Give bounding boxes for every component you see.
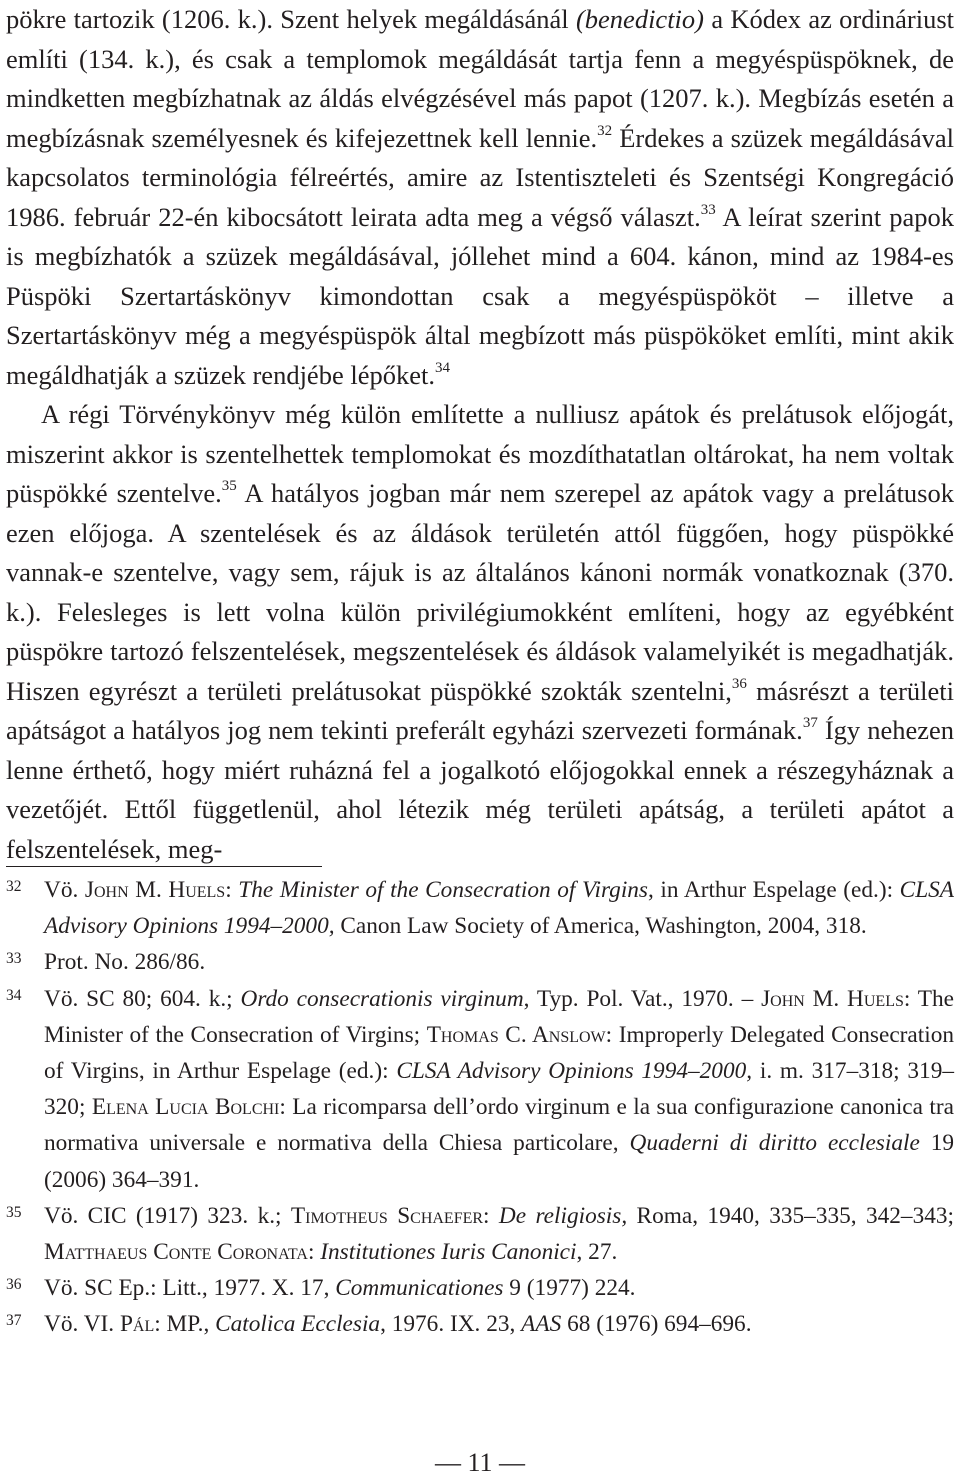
- footnote-ref: 37: [802, 715, 818, 732]
- work-title: CLSA Advisory Opinions 1994–2000,: [396, 1058, 753, 1085]
- text-run: Canon Law Society of America, Washington, 2004, 318.: [334, 913, 867, 940]
- paragraph-1: [6, 0, 954, 395]
- text-run: pökre tartozik (1206. k.). Szent helyek megáldásánál: [6, 4, 576, 34]
- footnote-36: [6, 1270, 954, 1306]
- text-run: 68 (1976) 694–696.: [561, 1311, 752, 1338]
- text-run: Vö.: [44, 877, 85, 903]
- text-run: i. m. 317–318; 319–320;: [44, 1058, 954, 1121]
- footnote-ref: 33: [700, 201, 716, 218]
- author-name: Pál: [119, 1311, 155, 1338]
- footnote-separator: [6, 866, 322, 867]
- main-text: [6, 0, 954, 869]
- text-run: Vö. VI.: [44, 1311, 120, 1338]
- text-run: Érdekes a szüzek megáldásával kapcsolatos terminológia félreértés, amire az Istentiszteleti és Szentségi Kongregáció 1986. február 22-én kibocsátott leirata adta meg a végső választ.: [6, 122, 954, 232]
- footnote-ref: 32: [597, 122, 613, 139]
- text-run: Így nehezen lenne érthető, hogy miért ruházná fel a jogalkotó előjogokkal ennek a részegyháznak a vezetőjét. Ettől függetlenül, ahol létezik még területi apátság, a területi apátot a felszentelések, meg-: [6, 715, 954, 864]
- text-run: Roma, 1940, 335–335, 342–343;: [627, 1202, 954, 1229]
- footnote-number: 36: [6, 1276, 22, 1294]
- page-number: — 11 —: [434, 1448, 526, 1477]
- author-name: John M. Huels: [761, 985, 904, 1012]
- footnotes: [6, 872, 954, 1343]
- italic-term: (benedictio): [575, 4, 704, 34]
- text-run: A leírat szerint papok is megbízhatók a szüzek megáldásával, jóllehet mind a 604. kánon, mind az 1984-es Püspöki Szertartáskönyv kimondottan csak a megyéspüspököt – illetve a Szertartáskönyv még a megyéspüspök által megbízott más püspököket említi, mint akik megáldhatják a szüzek rendjébe lépőket.: [6, 201, 954, 390]
- author-name: Timotheus Schaefer: [290, 1202, 484, 1229]
- work-title: CLSA Advisory Opinions 1994–2000,: [44, 877, 955, 940]
- text-run: : MP.,: [154, 1311, 216, 1338]
- text-run: Vö. CIC (1917) 323. k.;: [44, 1202, 291, 1229]
- text-run: másrészt a területi apátságot a hatályos jog nem tekinti preferált egyházi szervezeti formának.: [6, 675, 954, 745]
- author-name: Elena Lucia Bolchi: [91, 1094, 280, 1121]
- text-run: A régi Törvénykönyv még külön említette a nulliusz apátok és prelátusok előjogát, miszerint akkor is szentelhettek templomokat és mozdíthatatlan oltárokat, ha nem voltak püspökké szentelve.: [6, 399, 954, 508]
- footnote-ref: 34: [434, 359, 450, 376]
- footnote-number: 33: [6, 950, 22, 968]
- work-title: The Minister of the Consecration of Virgins: [238, 877, 649, 903]
- text-run: a Kódex az ordináriust említi (134. k.), és csak a templomok megáldását tartja fenn a megyéspüspöknek, de mindketten megbízhatnak az áldás elvégzésével más papot (1207. k.). Megbízás esetén a megbízásnak személyesnek és kifejezettnek kell lennie.: [6, 4, 954, 153]
- footnote-37: [6, 1306, 954, 1342]
- footnote-number: 34: [6, 986, 22, 1004]
- author-name: Matthaeus Conte Coronata: [44, 1239, 308, 1266]
- work-title: De religiosis,: [498, 1202, 628, 1229]
- text-run: 9 (1977) 224.: [503, 1275, 636, 1302]
- paragraph-2: [6, 395, 954, 869]
- author-name: John M. Huels: [84, 877, 226, 903]
- footnote-number: 35: [6, 1203, 22, 1221]
- work-title: Ordo consecrationis virginum: [240, 985, 524, 1012]
- footnote-32: [6, 872, 954, 944]
- text-run: : Improperly Delegated Consecration of Virgins, in Arthur Espelage (ed.):: [44, 1021, 954, 1085]
- work-title: Catolica Ecclesia: [215, 1311, 381, 1338]
- text-run: 19 (2006) 364–391.: [44, 1130, 954, 1193]
- footnote-number: 37: [6, 1312, 22, 1330]
- text-run: : La ricomparsa dell’ordo virginum e la sua configurazione canonica tra normativa universale e normativa della Chiesa particolare,: [44, 1094, 954, 1157]
- author-name: Thomas C. Anslow: [426, 1021, 606, 1048]
- work-title: Communicationes: [335, 1275, 504, 1302]
- text-run: :: [225, 877, 239, 903]
- footnote-35: [6, 1198, 954, 1270]
- text-run: : The Minister of the Consecration of Virgins;: [44, 985, 954, 1048]
- text-run: , in Arthur Espelage (ed.):: [648, 877, 900, 903]
- text-run: :: [307, 1239, 321, 1266]
- text-run: , 1976. IX. 23,: [380, 1311, 522, 1338]
- text-run: Prot. No. 286/86.: [44, 949, 206, 976]
- text-run: , Typ. Pol. Vat., 1970. –: [523, 985, 762, 1012]
- text-run: Vö. SC 80; 604. k.;: [44, 985, 241, 1012]
- text-run: :: [483, 1202, 499, 1229]
- footnote-ref: 36: [731, 675, 747, 692]
- footnote-33: [6, 944, 954, 980]
- text-run: , 27.: [576, 1239, 618, 1266]
- work-title: Quaderni di diritto ecclesiale: [629, 1130, 920, 1157]
- work-title: AAS: [521, 1311, 562, 1338]
- footnote-number: 32: [6, 878, 22, 895]
- work-title: Institutiones Iuris Canonici: [320, 1239, 577, 1266]
- text-run: Vö. SC Ep.: Litt., 1977. X. 17,: [44, 1275, 336, 1302]
- footnote-ref: 35: [221, 478, 237, 495]
- text-run: A hatályos jogban már nem szerepel az apátok vagy a prelátusok ezen előjoga. A szentelések és az áldások területén attól függően, hogy püspökké vannak-e szentelve, vagy sem, rájuk is az általános kánoni normák vonatkoznak (370. k.). Felesleges is lett volna külön privilégiumokként említeni, hogy az egyébként püspökre tartozó felszentelések, megszentelések és áldások valamelyikét is megadhatják. Hiszen egyrészt a területi prelátusokat püspökké szokták szentelni,: [6, 478, 954, 706]
- footnote-34: [6, 981, 954, 1198]
